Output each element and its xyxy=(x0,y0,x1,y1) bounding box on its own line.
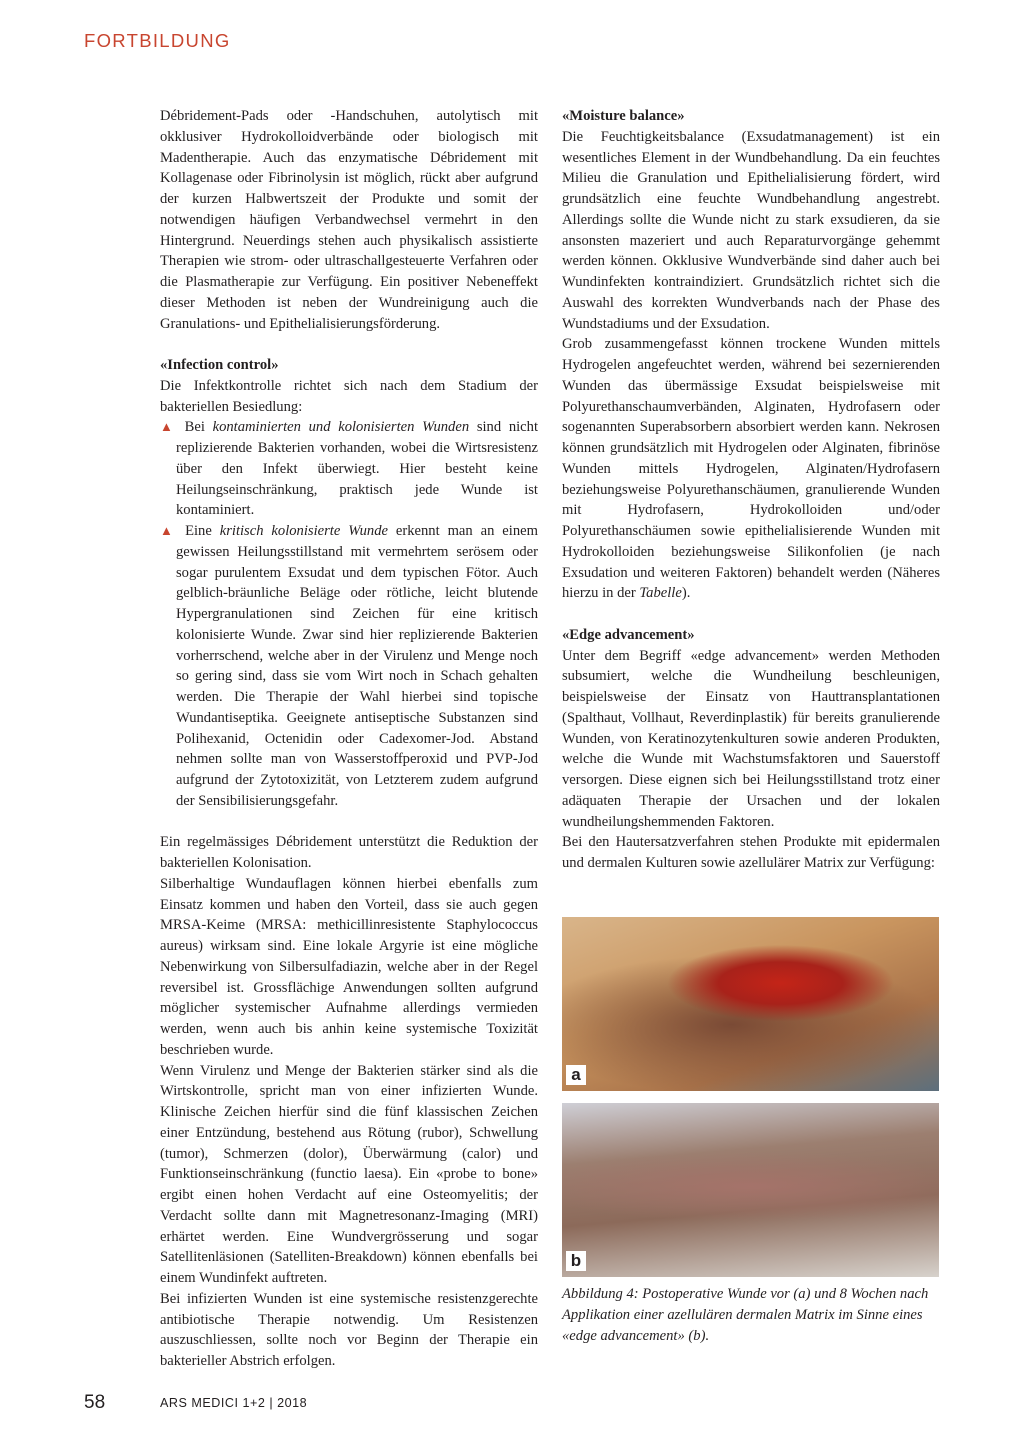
figure-photo-a xyxy=(562,917,939,1091)
page-number: 58 xyxy=(84,1392,106,1413)
section-label: FORTBILDUNG xyxy=(84,30,231,51)
figure-label-a: a xyxy=(566,1065,586,1085)
journal-info: ARS MEDICI 1+2 | 2018 xyxy=(160,1396,308,1410)
paragraph: Die Infektkontrolle richtet sich nach dem Stadium der bakteriellen Besiedlung: xyxy=(160,377,538,415)
paragraph: Débridement-Pads oder -Handschuhen, autolytisch mit okklusiver Hydrokolloidverbände oder biologisch mit Madentherapie. Auch das enzymatische Débridement mit Kollagenase oder Fibrinolysin ist möglich, rückt aber aufgrund der kurzen Halbwertszeit der Produkte und somit der notwendigen häufigen Verbandwechsel vermehrt in den Hintergrund. Neuerdings stehen auch physikalisch assistierte Therapien wie strom- oder ultraschallgesteuerte Verfahren oder die Plasmatherapie zur Verfügung. Ein positiver Nebeneffekt dieser Methoden ist neben der Wundreinigung auch die Granulations- und Epithelialisierungsförderung. xyxy=(160,108,538,332)
paragraph: Bei den Hautersatzverfahren stehen Produkte mit epidermalen und dermalen Kulturen sowie azellulärer Matrix zur Verfügung: xyxy=(562,834,940,871)
bullet-item: ▲ Eine kritisch kolonisierte Wunde erkennt man an einem gewissen Heilungsstillstand mit vermehrtem serösem oder sogar purulentem Exsudat und dem typischen Fötor. Auch gelblich-bräunliche Beläge oder rötliche, leicht blutende Hypergranulationen sind Zeichen für eine kritisch kolonisierte Wunde. Zwar sind hier replizierende Bakterien vorherrschend, welche aber in der Virulenz und Menge noch so gering sind, dass sie vom Wirt noch in Schach gehalten werden. Die Therapie der Wahl hierbei sind topische Wundantiseptika. Geeignete antiseptische Substanzen sind Polihexanid, Octenidin oder Cadexomer-Jod. Abstand nehmen sollte man von Wasserstoffperoxid und PVP-Jod aufgrund der Zytotoxizität, von Letzterem zudem aufgrund der Sensibilisierungsgefahr. xyxy=(160,523,538,809)
triangle-bullet-icon: ▲ xyxy=(160,523,178,538)
paragraph: Unter dem Begriff «edge advancement» werden Methoden subsumiert, welche die Wundheilung beschleunigen, beispielsweise der Einsatz von Hauttransplantationen (Spalthaut, Vollhaut, Reverdinplastik) für bereits granulierende Wunden, von Keratinozytenkulturen sowie anderen Produkten, welche die Wunde mit Wachstumsfaktoren und Sauerstoff versorgen. Diese eignen sich bei Heilungsstillstand trotz einer adäquaten Therapie der Ursachen und der lokalen wundheilungshemmenden Faktoren. xyxy=(562,647,940,830)
paragraph: Grob zusammengefasst können trockene Wunden mittels Hydrogelen angefeuchtet werden, während bei sezernierenden Wunden das übermässige Exsudat beispielsweise mit Polyurethanschaumverbänden, Alginaten, Hydrofasern oder sogenannten Superabsorbern absorbiert werden kann. Nekrosen können grundsätzlich mit Hydrogelen oder Alginaten, fibrinöse Wunden mittels Hydrogelen, Alginaten/Hydrofasern beziehungsweise Polyurethanschäumen, granulierende Wunden mit Hydrofasern, Hydrokolloiden und/oder Polyurethanschäumen sowie epithelialisierende Wunden mit Hydrokolloiden beziehungsweise Silikonfolien (je nach Exsudation und weiteren Faktoren) behandelt werden (Näheres hierzu in der Tabelle). xyxy=(562,336,940,602)
heading-moisture-balance: «Moisture balance» xyxy=(562,108,685,124)
heading-infection-control: «Infection control» xyxy=(160,357,279,373)
left-column xyxy=(160,106,538,1372)
figure-label-b: b xyxy=(566,1251,586,1271)
figure-caption: Abbildung 4: Postoperative Wunde vor (a) und 8 Wochen nach Applikation einer azellulären dermalen Matrix im Sinne eines «edge advancement» (b). xyxy=(562,1286,929,1344)
paragraph: Bei infizierten Wunden ist eine systemische resistenzgerechte antibiotische Therapie notwendig. Um Resistenzen auszuschliessen, sollte noch vor Beginn der Therapie ein bakterieller Abstrich erfolgen. xyxy=(160,1290,538,1369)
bullet-item: ▲ Bei kontaminierten und kolonisierten Wunden sind nicht replizierende Bakterien vorhanden, wobei die Wirtsresistenz über den Infekt überwiegt. Hier besteht keine Heilungseinschränkung, praktisch jede Wunde ist kontaminiert. xyxy=(160,419,539,519)
figure-photo-b xyxy=(562,1103,939,1277)
right-column xyxy=(562,106,940,874)
triangle-bullet-icon: ▲ xyxy=(160,419,177,435)
heading-edge-advancement: «Edge advancement» xyxy=(562,626,695,643)
paragraph: Ein regelmässiges Débridement unterstützt die Reduktion der bakteriellen Kolonisation. xyxy=(160,834,538,871)
paragraph: Die Feuchtigkeitsbalance (Exsudatmanagement) ist ein wesentliches Element in der Wundbehandlung. Da ein feuchtes Milieu die Granulation und Epithelialisierung fördert, wird grundsätzlich eine feuchte Wundbehandlung angestrebt. Allerdings sollte die Wunde nicht zu stark exsudieren, da sie ansonsten mazeriert und auch Reparaturvorgänge gehemmt werden können. Okklusive Wundverbände sind daher auch bei Wundinfekten kontraindiziert. Grundsätzlich richtet sich die Auswahl des korrekten Wundverbands nach der Phase des Wundstadiums und der Exsudation. xyxy=(562,128,940,332)
paragraph: Silberhaltige Wundauflagen können hierbei ebenfalls zum Einsatz kommen und haben den Vorteil, dass sie auch gegen MRSA-Keime (MRSA: methicillinresistente Staphylococcus aureus) wirksam sind. Eine lokale Argyrie ist eine mögliche Nebenwirkung von Silbersulfadiazin, welche aber in der Regel reversibel ist. Grossflächige Anwendungen sollten aufgrund möglicher systemischer Aufnahme allerdings vermieden werden, wenn auch bis anhin keine systemische Toxizität beschrieben wurde. xyxy=(160,875,538,1058)
paragraph: Wenn Virulenz und Menge der Bakterien stärker sind als die Wirtskontrolle, spricht man von einer infizierten Wunde. Klinische Zeichen hierfür sind die fünf klassischen Zeichen einer Entzündung, bestehend aus Rötung (rubor), Schwellung (tumor), Schmerzen (dolor), Überwärmung (calor) und Funktionseinschränkung (functio laesa). Ein «probe to bone» ergibt einen hohen Verdacht auf eine Osteomyelitis; der Verdacht sollte dann mit Magnetresonanz-Imaging (MRI) erhärtet werden. Eine Wundvergrösserung und sogar Satellitenläsionen (Satelliten-Breakdown) können ebenfalls bei einem Wundinfekt auftreten. xyxy=(160,1062,538,1286)
